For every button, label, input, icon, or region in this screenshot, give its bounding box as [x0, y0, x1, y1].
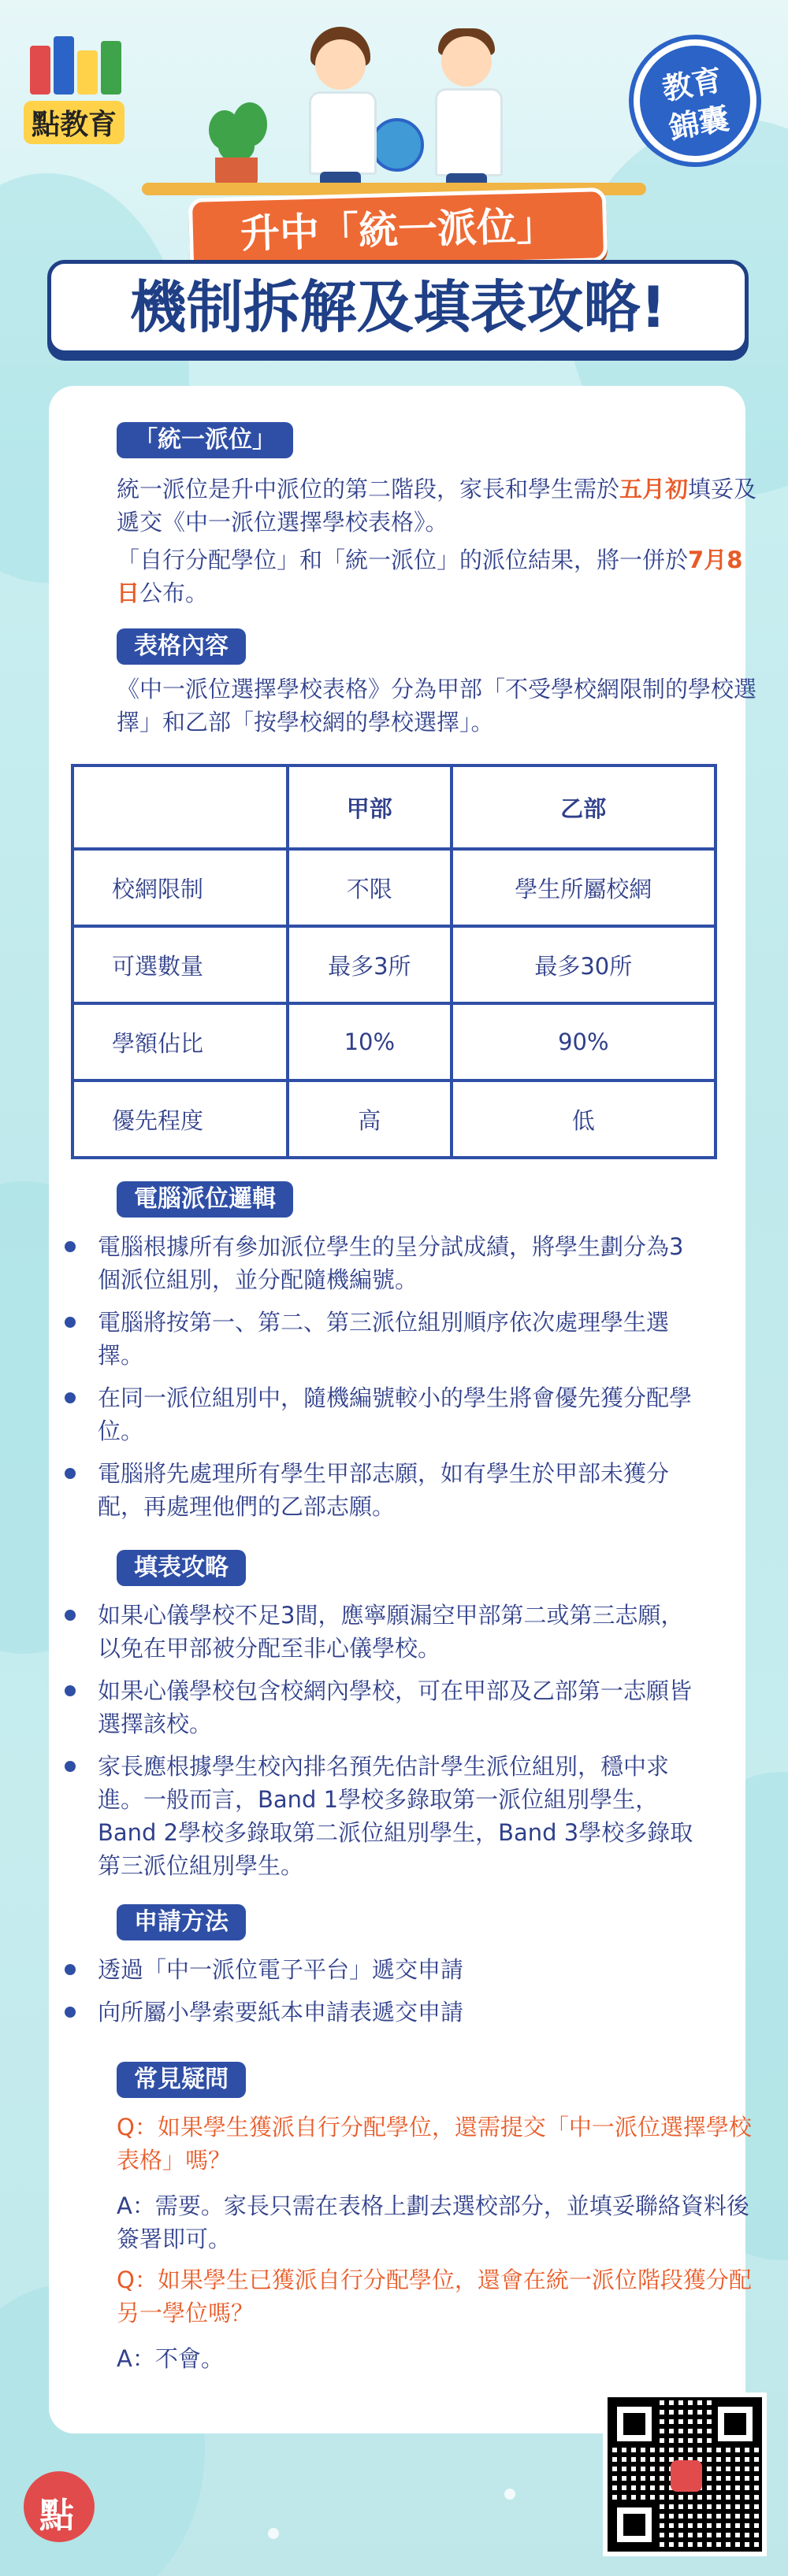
decorative-dot: [268, 2528, 279, 2539]
table-row-header: 校網限制: [72, 849, 288, 926]
list-item: 如果心儀學校不足3間，應寧願漏空甲部第二或第三志願，以免在甲部被分配至非心儀學校。: [49, 1599, 695, 1665]
table-header-part-a: 甲部: [288, 765, 452, 849]
section-label-unified-allocation: 「統一派位」: [117, 422, 293, 458]
qr-logo-icon: [671, 2460, 702, 2492]
table-row-header: 優先程度: [72, 1080, 288, 1158]
list-item: 電腦將先處理所有學生甲部志願，如有學生於甲部未獲分配，再處理他們的乙部志願。: [49, 1457, 695, 1523]
table-row: [72, 1080, 716, 1158]
list-item: 透過「中一派位電子平台」遞交申請: [49, 1953, 695, 1986]
table-header-row: [72, 765, 716, 849]
table-cell: 高: [288, 1080, 452, 1158]
table-row: [72, 849, 716, 926]
list-item: 家長應根據學生校內排名預先估計學生派位組別，穩中求進。一般而言，Band 1學校多錄取第一派位組別學生，Band 2學校多錄取第二派位組別學生，Band 3學校多錄取第三派位組別學生。: [49, 1750, 695, 1882]
table-row: [72, 926, 716, 1003]
faq-question-2: Q：如果學生已獲派自行分配學位，還會在統一派位階段獲分配另一學位嗎？: [117, 2267, 752, 2326]
qr-code[interactable]: [603, 2393, 767, 2556]
plant-icon: [201, 102, 272, 189]
list-item: 向所屬小學索要紙本申請表遞交申請: [49, 1996, 695, 2029]
badge-line1: 教育: [660, 62, 725, 107]
table-cell: 10%: [288, 1003, 452, 1080]
section-label-filling-tips: 填表攻略: [117, 1550, 246, 1586]
table-cell: 不限: [288, 849, 452, 926]
footer-logo-mark-icon: 點: [39, 2496, 74, 2536]
table-header-empty: [72, 765, 288, 849]
section-label-computer-logic: 電腦派位邏輯: [117, 1181, 293, 1218]
section-label-form-content: 表格內容: [117, 628, 246, 665]
faq-question-1: Q：如果學生獲派自行分配學位，還需提交「中一派位選擇學校表格」嗎？: [117, 2114, 752, 2174]
table-row: [72, 1003, 716, 1080]
table-cell: 學生所屬校網: [452, 849, 716, 926]
table-header-part-b: 乙部: [452, 765, 716, 849]
books-icon: [30, 32, 125, 95]
paragraph-results: [117, 543, 763, 610]
globe-icon: [370, 118, 424, 172]
text: 公布。: [139, 580, 209, 606]
text: 填妥及遞交《中一派位選擇學校表格》。: [117, 476, 757, 536]
text: 統一派位是升中派位的第二階段，家長和學生需於: [117, 476, 620, 502]
table-cell: 低: [452, 1080, 716, 1158]
highlight-date: 五月初: [619, 476, 689, 502]
paragraph-intro: [117, 473, 763, 539]
list-item: 電腦根據所有參加派位學生的呈分試成績，將學生劃分為3個派位組別，並分配隨機編號。: [49, 1230, 695, 1296]
table-cell: 90%: [452, 1003, 716, 1080]
highlight-date: 7月8日: [117, 547, 743, 606]
list-item: 電腦將按第一、第二、第三派位組別順序依次處理學生選擇。: [49, 1306, 695, 1372]
section-label-application-method: 申請方法: [117, 1904, 246, 1940]
paragraph-form-content: 《中一派位選擇學校表格》分為甲部「不受學校網限制的學校選擇」和乙部「按學校網的學校選擇」。: [117, 676, 757, 736]
badge-line2: 錦囊: [666, 101, 732, 146]
education-tips-badge: [624, 30, 767, 172]
faq-answer-1: A：需要。家長只需在表格上劃去選校部分，並填妥聯絡資料後簽署即可。: [117, 2192, 749, 2252]
table-row-header: 可選數量: [72, 926, 288, 1003]
list-application-method: [49, 1953, 695, 2038]
text: 「自行分配學位」和「統一派位」的派位結果，將一併於: [117, 547, 689, 573]
content-card: [49, 386, 757, 2433]
section-label-faq: 常見疑問: [117, 2062, 246, 2098]
decorative-dot: [504, 2489, 515, 2500]
title-subheading: 升中「統一派位」: [188, 187, 608, 272]
qr-finder-icon: [712, 2400, 759, 2448]
brand-logo-text: 點教育: [24, 101, 125, 144]
footer-logo: [24, 2463, 110, 2550]
list-filling-tips: [49, 1599, 695, 1892]
faq-answer-2: A：不會。: [117, 2345, 224, 2372]
list-item: 在同一派位組別中，隨機編號較小的學生將會優先獲分配學位。: [49, 1381, 695, 1447]
list-computer-logic: [49, 1230, 695, 1533]
table-cell: 最多3所: [288, 926, 452, 1003]
header: [0, 0, 788, 378]
page-title: 機制拆解及填表攻略!: [47, 260, 749, 354]
table-cell: 最多30所: [452, 926, 716, 1003]
comparison-table: [71, 764, 717, 1159]
table-row-header: 學額佔比: [72, 1003, 288, 1080]
qr-finder-icon: [611, 2501, 658, 2548]
qr-finder-icon: [611, 2400, 658, 2448]
list-item: 如果心儀學校包含校網內學校，可在甲部及乙部第一志願皆選擇該校。: [49, 1674, 695, 1740]
